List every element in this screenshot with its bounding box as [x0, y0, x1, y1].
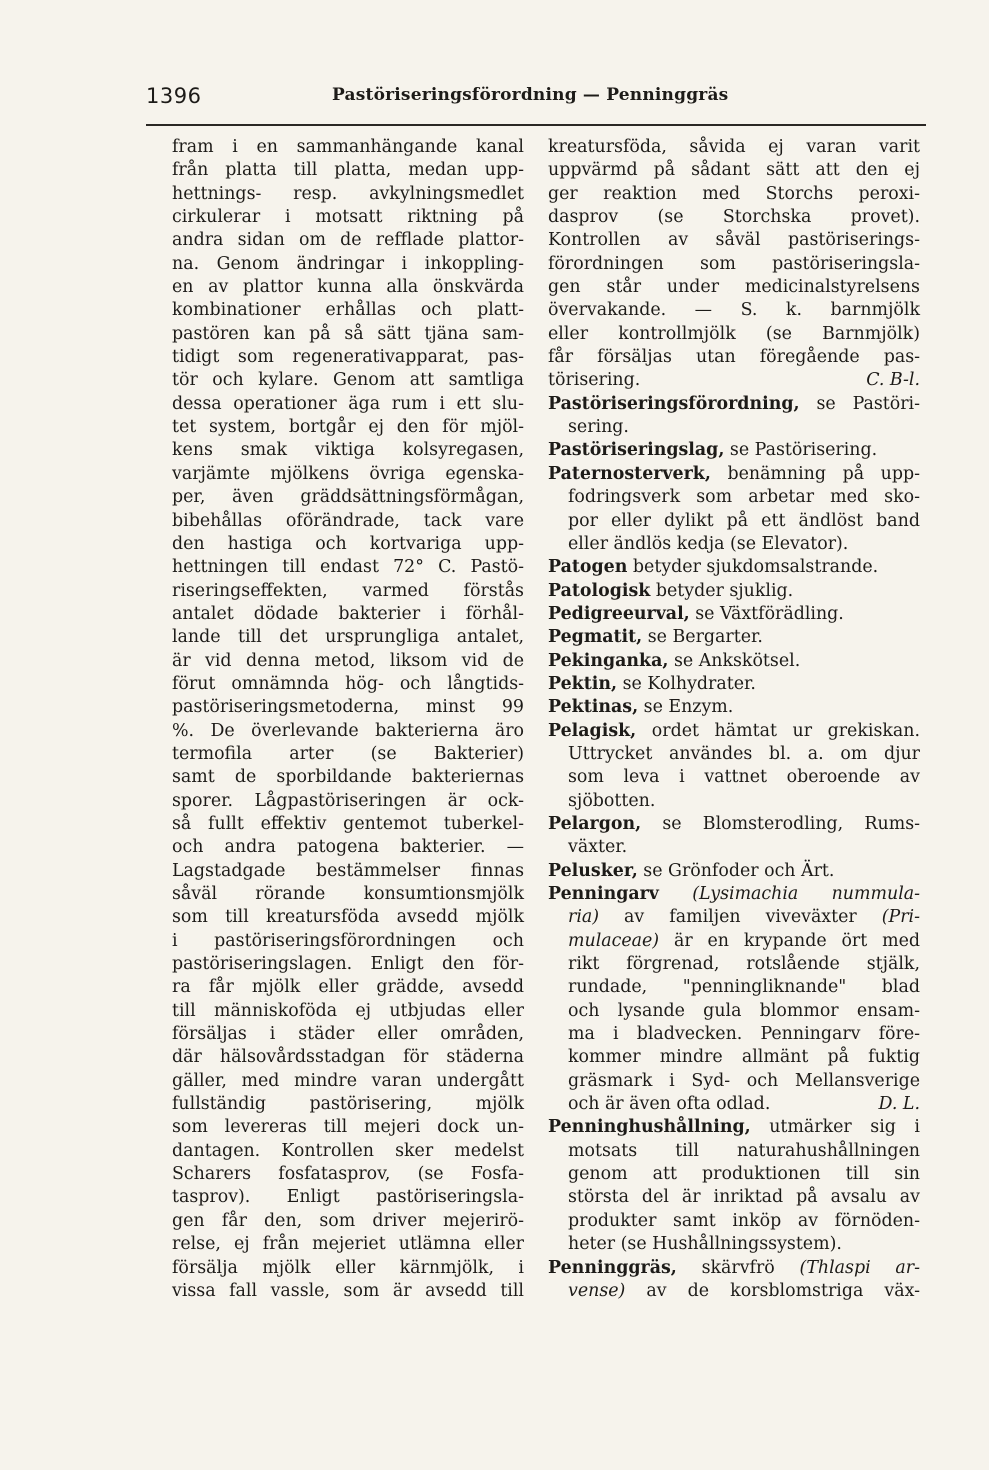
text-line: den hastiga och kortvariga upp-	[172, 533, 524, 554]
text-line	[548, 463, 920, 486]
entry-text: rikt förgrenad, rotslående stjälk,	[568, 954, 920, 975]
text-line: pastöriseringsmetoderna, minst 99	[172, 697, 524, 718]
text-line	[548, 1210, 920, 1233]
entry-text: största del är inriktad på avsalu av	[568, 1187, 920, 1208]
entry-text: betyder sjukdomsalstrande.	[627, 557, 879, 578]
text-line: gäller, med mindre varan undergått	[172, 1070, 524, 1091]
entry-headword: Patogen	[548, 557, 628, 578]
entry-headword: Pekinganka,	[548, 650, 669, 671]
text-line: uppvärmd på sådant sätt att den ej	[548, 160, 920, 181]
latin-name: (Thlaspi ar-	[799, 1257, 920, 1278]
text-line: från platta till platta, medan upp-	[172, 160, 524, 181]
text-line	[548, 1070, 920, 1093]
entry-text: se Ankskötsel.	[668, 650, 801, 671]
entry-text: växter.	[568, 837, 628, 858]
text-line: tasprov). Enligt pastöriseringsla-	[172, 1187, 524, 1208]
text-line	[548, 1000, 920, 1023]
text-line	[548, 696, 920, 719]
entry-text: rundade, "penningliknande" blad	[568, 977, 920, 998]
entry-headword: Pelusker,	[548, 860, 638, 881]
text-line	[548, 1046, 920, 1069]
entry-text: av de korsblomstriga väx-	[625, 1280, 920, 1301]
entry-text: motsats till naturahushållningen	[568, 1140, 920, 1161]
text-line	[548, 883, 920, 906]
text-line: kens smak viktiga kolsyregasen,	[172, 440, 524, 461]
text-line	[548, 1163, 920, 1186]
latin-name: mulaceae)	[568, 930, 660, 951]
entry-text: sjöbotten.	[568, 790, 656, 811]
text-line: en av plattor kunna alla önskvärda	[172, 277, 524, 298]
text-line: gen får den, som driver mejerirö-	[172, 1210, 524, 1231]
text-line: dantagen. Kontrollen sker medelst	[172, 1140, 524, 1161]
text-line: pastöriseringslagen. Enligt den för-	[172, 954, 524, 975]
entry-text: heter (se Hushållningssystem).	[568, 1234, 842, 1255]
text-line: kombinationer erhållas och platt-	[172, 300, 524, 321]
entry-text: av familjen viveväxter	[599, 907, 882, 928]
entry-text: Uttrycket användes bl. a. om djur	[568, 743, 920, 764]
entry-text: se Pastörisering.	[724, 440, 878, 461]
text-line: samt de sporbildande bakteriernas	[172, 767, 524, 788]
text-line: får försäljas utan föregående pas-	[548, 347, 920, 368]
text-line	[548, 626, 920, 649]
text-line	[548, 1093, 920, 1116]
entry-text: törisering.	[548, 370, 641, 391]
text-line: så fullt effektiv gentemot tuberkel-	[172, 813, 524, 834]
author-signature: C. B-l.	[866, 370, 920, 391]
text-line	[548, 953, 920, 976]
header-rule	[146, 124, 926, 126]
entry-headword: Penningarv	[548, 884, 659, 904]
text-line: pastören kan på så sätt tjäna sam-	[172, 323, 524, 344]
text-line: tidigt som regenerativapparat, pas-	[172, 347, 524, 368]
entry-text: utmärker sig i	[750, 1117, 920, 1138]
entry-headword: Penninghushållning,	[548, 1117, 751, 1138]
text-line	[548, 976, 920, 999]
text-line: som levereras till mejeri dock un-	[172, 1117, 524, 1138]
text-line: tet system, bortgår ej den för mjöl-	[172, 417, 524, 438]
entry-text: por eller dylikt på ett ändlöst band	[568, 510, 920, 531]
text-line	[548, 1186, 920, 1209]
text-line	[548, 906, 920, 929]
text-line: eller kontrollmjölk (se Barnmjölk)	[548, 323, 920, 344]
entry-headword: Pektin,	[548, 673, 618, 694]
text-line	[548, 486, 920, 509]
latin-name: vense)	[568, 1280, 626, 1301]
text-line: sporer. Lågpastöriseringen är ock-	[172, 790, 524, 811]
entry-text: kommer mindre allmänt på fuktig	[568, 1047, 920, 1068]
text-line: hettningen till endast 72° C. Pastö-	[172, 557, 524, 578]
text-line	[548, 1257, 920, 1280]
text-line	[548, 369, 920, 392]
text-line: vissa fall vassle, som är avsedd till	[172, 1280, 524, 1301]
text-line: kreatursföda, såvida ej varan varit	[548, 137, 920, 157]
text-line: förordningen som pastöriseringsla-	[548, 253, 920, 274]
text-line: lande till det ursprungliga antalet,	[172, 627, 524, 648]
entry-headword: Pelagisk,	[548, 720, 637, 741]
entry-text: se Pastöri-	[799, 393, 920, 414]
entry-text: genom att produktionen till sin	[568, 1164, 920, 1185]
text-line: hettnings- resp. avkylningsmedlet	[172, 183, 524, 204]
entry-headword: Pektinas,	[548, 697, 639, 718]
text-line	[548, 673, 920, 696]
entry-headword: Pelargon,	[548, 813, 642, 834]
text-line	[548, 1233, 920, 1256]
text-line: och andra patogena bakterier. —	[172, 837, 524, 858]
text-line: antalet dödade bakterier i förhål-	[172, 603, 524, 624]
text-line	[548, 1280, 920, 1303]
entry-text: se Blomsterodling, Rums-	[641, 813, 920, 834]
entry-text: se Bergarter.	[642, 627, 763, 648]
entry-headword: Pegmatit,	[548, 627, 643, 648]
entry-headword: Paternosterverk,	[548, 463, 711, 484]
entry-text: se Grönfoder och Ärt.	[637, 860, 835, 881]
text-line	[548, 416, 920, 439]
text-line	[548, 393, 920, 416]
text-line	[548, 556, 920, 579]
text-line: till människoföda ej utbjudas eller	[172, 1000, 524, 1021]
text-line: Lagstadgade bestämmelser finnas	[172, 860, 524, 881]
text-line: %. De överlevande bakterierna äro	[172, 720, 524, 741]
text-line: ra får mjölk eller grädde, avsedd	[172, 977, 524, 998]
entry-headword: Patologisk	[548, 580, 651, 601]
text-line	[548, 603, 920, 626]
text-line: är vid denna metod, liksom vid de	[172, 650, 524, 671]
entry-text: gräsmark i Syd- och Mellansverige	[568, 1070, 920, 1091]
entry-text: se Växtförädling.	[689, 603, 844, 624]
text-line: där hälsovårdsstadgan för städerna	[172, 1047, 524, 1068]
text-line: bibehållas oförändrade, tack vare	[172, 510, 524, 531]
text-line: gen står under medicinalstyrelsens	[548, 277, 920, 298]
text-line: fram i en sammanhängande kanal	[172, 137, 524, 157]
text-line: varjämte mjölkens övriga egenska-	[172, 463, 524, 484]
text-line: relse, ej från mejeriet utlämna eller	[172, 1234, 524, 1255]
right-column	[548, 136, 920, 1303]
entry-headword: Pastöriseringslag,	[548, 440, 725, 461]
text-line	[548, 860, 920, 883]
text-line	[548, 930, 920, 953]
entry-text: se Enzym.	[638, 697, 734, 718]
entry-text: betyder sjuklig.	[650, 580, 794, 601]
text-line	[548, 1140, 920, 1163]
page-number: 1396	[146, 84, 202, 108]
text-line: förut omnämnda hög- och långtids-	[172, 673, 524, 694]
entry-text: produkter samt inköp av förnöden-	[568, 1210, 920, 1231]
entry-text: se Kolhydrater.	[617, 673, 756, 694]
text-line: Scharers fosfatasprov, (se Fosfa-	[172, 1164, 524, 1185]
running-head: Pastöriseringsförordning — Penninggräs	[332, 85, 729, 105]
text-line: riseringseffekten, varmed förstås	[172, 580, 524, 601]
text-line: som till kreatursföda avsedd mjölk	[172, 907, 524, 928]
entry-headword: Pastöriseringsförordning,	[548, 393, 800, 414]
text-line	[548, 720, 920, 743]
text-line	[548, 510, 920, 533]
text-line	[548, 580, 920, 603]
text-line: per, även gräddsättningsförmågan,	[172, 487, 524, 508]
entry-headword: Penninggräs,	[548, 1257, 677, 1278]
text-line	[548, 439, 920, 462]
page-header	[146, 84, 926, 116]
text-line	[548, 790, 920, 813]
text-line	[548, 650, 920, 673]
latin-name: (Pri-	[881, 907, 920, 928]
text-line: dessa operationer äga rum i ett slu-	[172, 393, 524, 414]
entry-text: ma i bladvecken. Penningarv före-	[568, 1024, 920, 1045]
latin-name: (Lysimachia nummula-	[658, 884, 920, 904]
entry-text: fodringsverk som arbetar med sko-	[568, 487, 920, 508]
text-line: tör och kylare. Genom att samtliga	[172, 370, 524, 391]
left-column	[172, 136, 524, 1303]
entry-text: ordet hämtat ur grekiskan.	[636, 720, 920, 741]
text-line	[548, 533, 920, 556]
entry-text: är en krypande ört med	[659, 930, 920, 951]
text-line: cirkulerar i motsatt riktning på	[172, 207, 524, 228]
author-signature: D. L.	[878, 1094, 920, 1115]
text-line: andra sidan om de refflade plattor-	[172, 230, 524, 251]
entry-headword: Pedigreeurval,	[548, 603, 690, 624]
text-line	[548, 813, 920, 836]
entry-text: och är även ofta odlad.	[568, 1094, 771, 1115]
text-line: försälja mjölk eller kärnmjölk, i	[172, 1257, 524, 1278]
entry-text: benämning på upp-	[710, 463, 920, 484]
entry-text: skärvfrö	[676, 1257, 800, 1278]
text-line	[548, 766, 920, 789]
entry-text: sering.	[568, 417, 629, 438]
text-line: försäljas i städer eller områden,	[172, 1024, 524, 1045]
entry-text: som leva i vattnet oberoende av	[568, 767, 920, 788]
text-line: övervakande. — S. k. barnmjölk	[548, 300, 920, 321]
entry-text: eller ändlös kedja (se Elevator).	[568, 533, 849, 554]
text-line: termofila arter (se Bakterier)	[172, 743, 524, 764]
text-line: na. Genom ändringar i inkoppling-	[172, 253, 524, 274]
entry-text: och lysande gula blommor ensam-	[568, 1000, 920, 1021]
text-line	[548, 1023, 920, 1046]
text-line: fullständig pastörisering, mjölk	[172, 1094, 524, 1115]
text-line: såväl rörande konsumtionsmjölk	[172, 884, 524, 904]
text-line: i pastöriseringsförordningen och	[172, 930, 524, 951]
text-line: dasprov (se Storchska provet).	[548, 207, 920, 228]
text-line	[548, 743, 920, 766]
text-line: ger reaktion med Storchs peroxi-	[548, 183, 920, 204]
text-line	[548, 836, 920, 859]
text-line: Kontrollen av såväl pastöriserings-	[548, 230, 920, 251]
text-line	[548, 1116, 920, 1139]
latin-name: ria)	[568, 907, 600, 928]
